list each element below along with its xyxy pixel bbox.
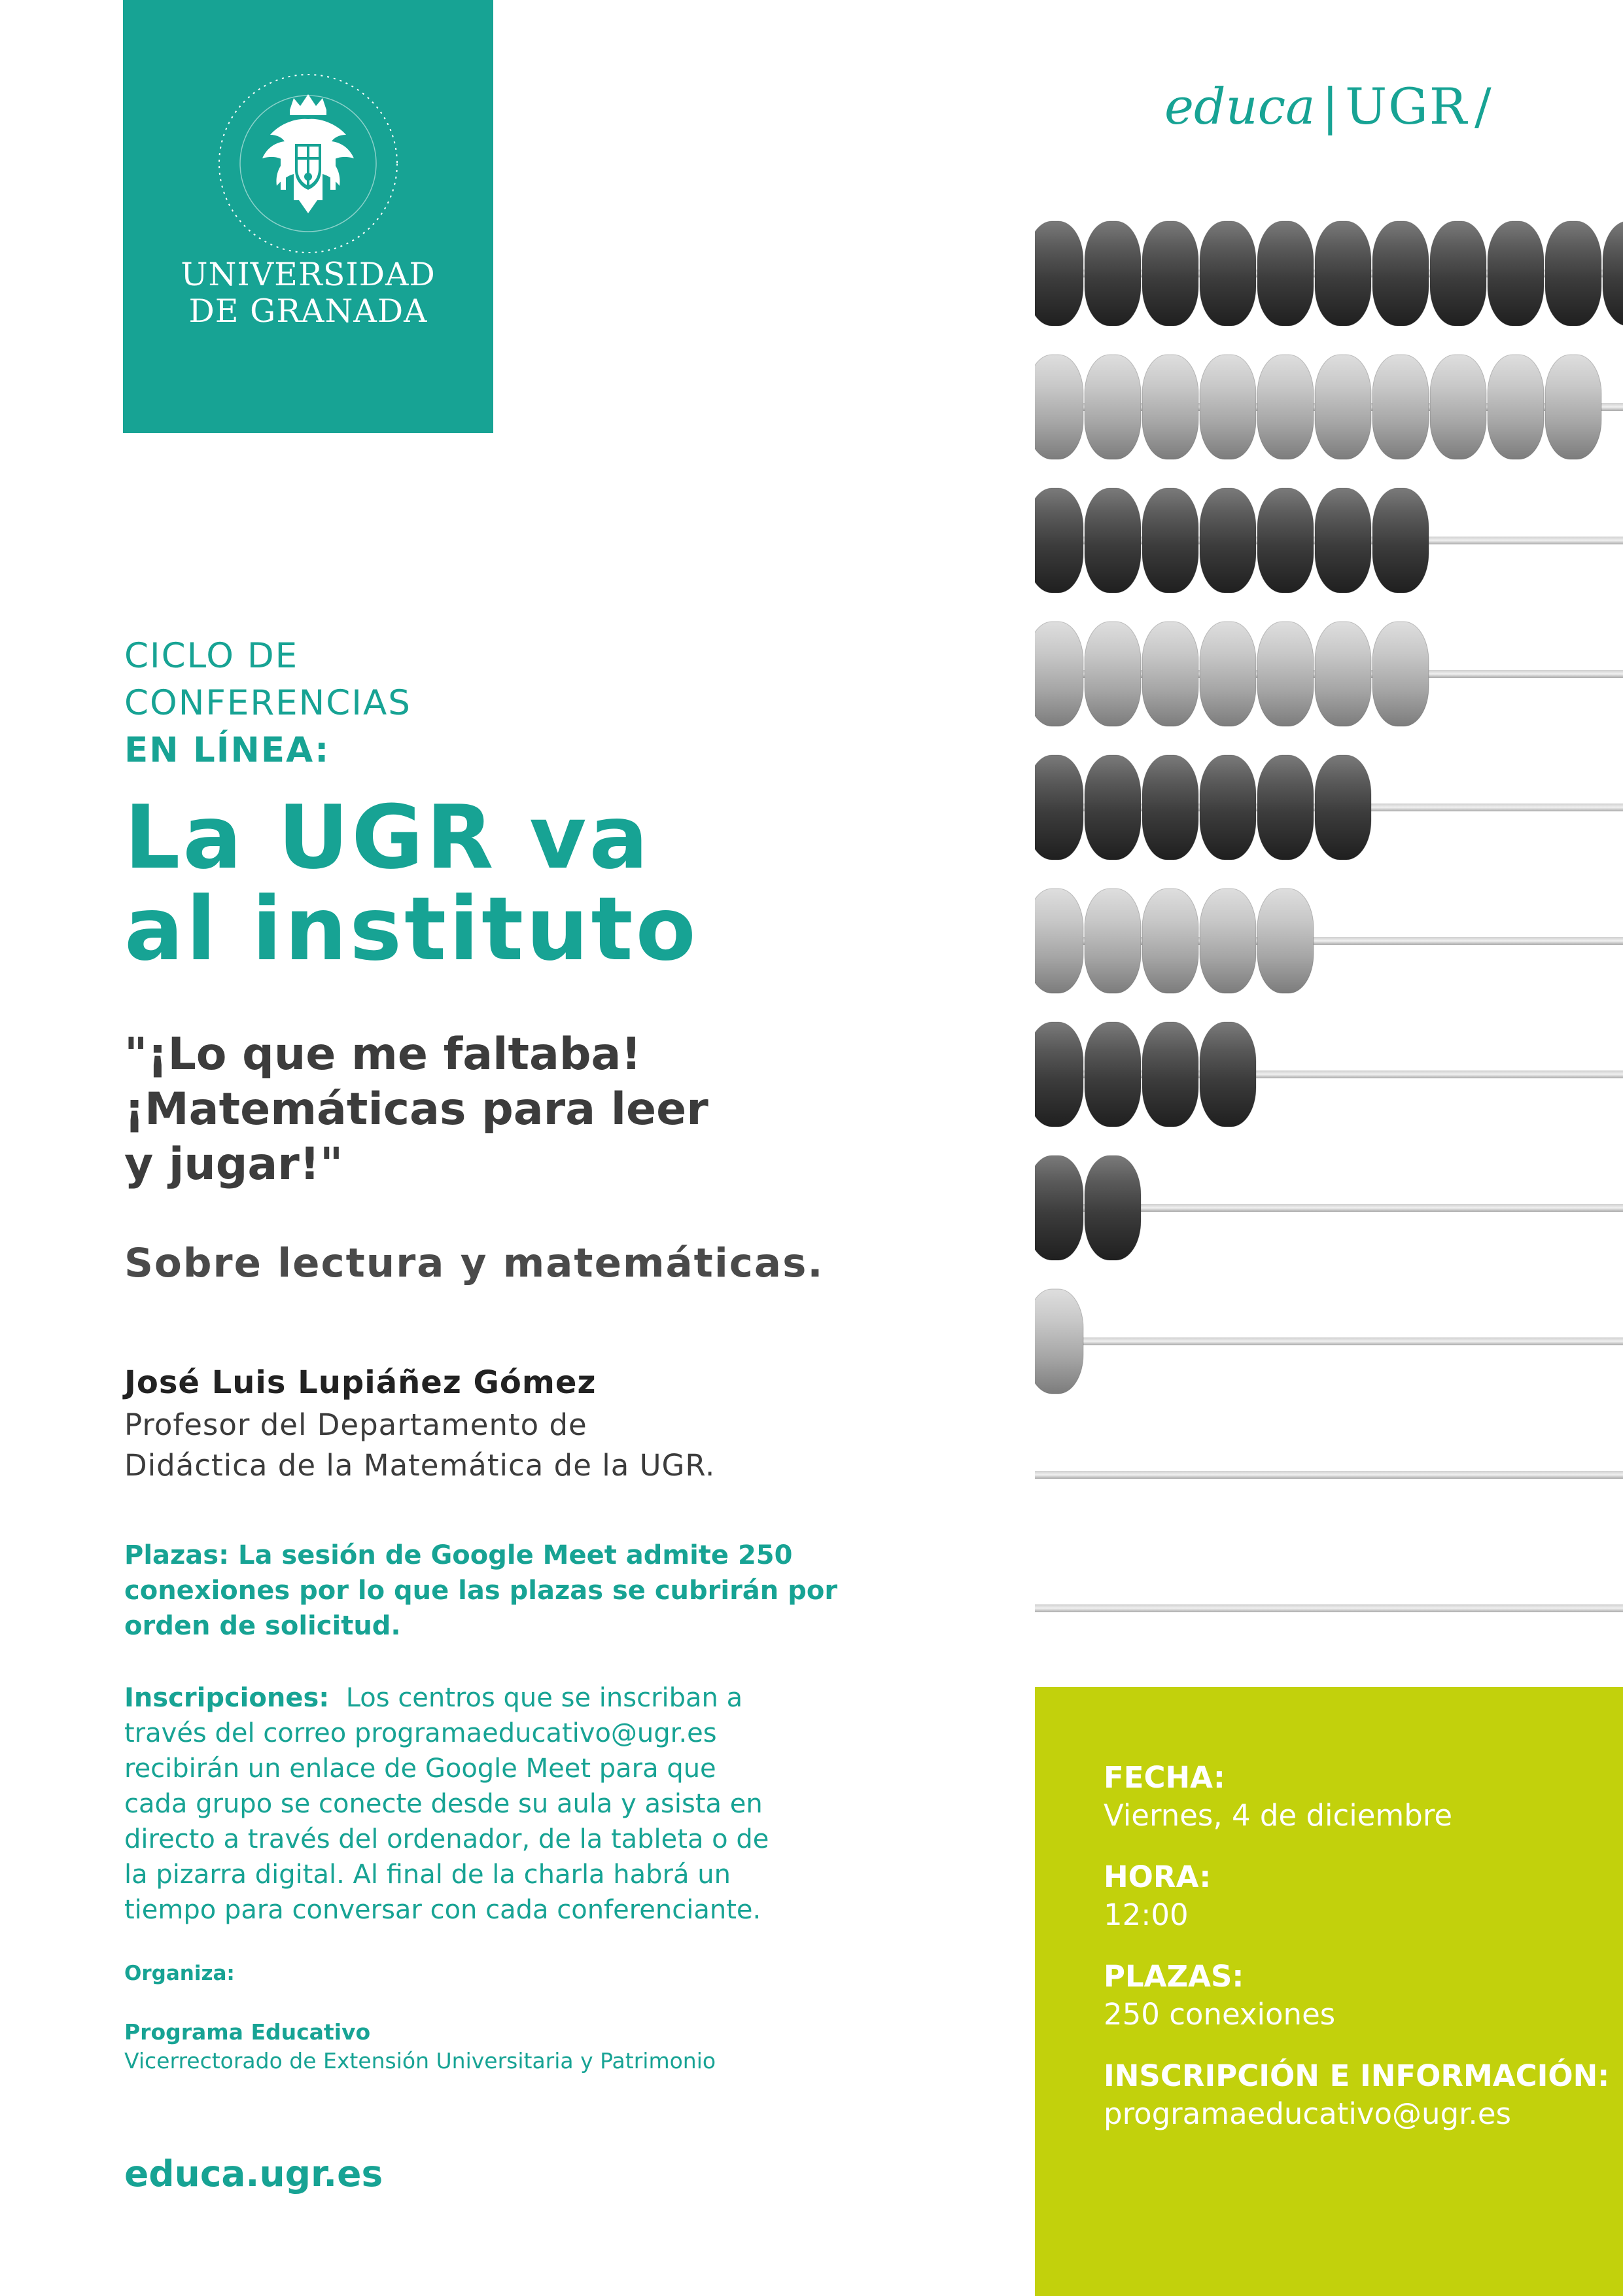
speaker-role — [124, 1405, 715, 1486]
abacus-bead — [1315, 221, 1371, 326]
abacus-bead — [1488, 355, 1544, 459]
abacus-rod — [1035, 1471, 1623, 1479]
brand-educa-text: educa — [1164, 77, 1316, 135]
abacus-bead — [1372, 355, 1429, 459]
abacus-bead — [1035, 1289, 1083, 1394]
abacus-bead — [1372, 622, 1429, 726]
fecha-value: Viernes, 4 de diciembre — [1104, 1798, 1453, 1833]
abacus-bead — [1200, 622, 1256, 726]
website-link[interactable]: educa.ugr.es — [124, 2153, 383, 2195]
organizer-name: Programa Educativo — [124, 2019, 371, 2045]
abacus-rod — [1035, 1604, 1623, 1612]
title-line-1: La UGR va — [124, 786, 651, 889]
inscripciones-line-6: la pizarra digital. Al final de la charla habrá un — [124, 1860, 731, 1890]
abacus-bead — [1372, 221, 1429, 326]
cycle-line-2: CONFERENCIAS — [124, 683, 411, 723]
abacus-bead — [1035, 755, 1083, 860]
abacus-bead — [1545, 355, 1601, 459]
abacus-bead — [1035, 221, 1083, 326]
speaker-role-line-2: Didáctica de la Matemática de la UGR. — [124, 1448, 716, 1483]
inscripciones-text — [124, 1680, 988, 1928]
inscripcion-email[interactable]: programaeducativo@ugr.es — [1104, 2096, 1511, 2131]
abacus-bead — [1142, 755, 1198, 860]
abacus-bead — [1200, 488, 1256, 593]
plazas-note-line-3: orden de solicitud. — [124, 1611, 401, 1641]
abacus-bead — [1257, 622, 1314, 726]
inscripciones-line-5: directo a través del ordenador, de la tableta o de — [124, 1824, 769, 1854]
abacus-bead — [1257, 889, 1314, 993]
talk-line-2: ¡Matemáticas para leer — [124, 1084, 708, 1135]
abacus-bead — [1372, 488, 1429, 593]
inscripciones-line-7: tiempo para conversar con cada conferenciante. — [124, 1895, 761, 1925]
plazas-note-line-2: conexiones por lo que las plazas se cubrirán por — [124, 1576, 838, 1606]
abacus-bead — [1200, 221, 1256, 326]
abacus-bead — [1315, 622, 1371, 726]
inscripciones-line-2: través del correo programaeducativo@ugr.es — [124, 1718, 717, 1748]
abacus-rows — [1035, 221, 1623, 1612]
cycle-line-1: CICLO DE — [124, 636, 299, 676]
fecha-group — [1104, 1759, 1609, 1835]
abacus-photo — [1035, 215, 1623, 1687]
hora-value: 12:00 — [1104, 1898, 1189, 1932]
fecha-label: FECHA: — [1104, 1760, 1225, 1795]
university-logo-block — [123, 0, 493, 433]
inscripcion-group — [1104, 2057, 1609, 2133]
abacus-bead — [1085, 355, 1141, 459]
abacus-bead — [1035, 622, 1083, 726]
organiza-label: Organiza: — [124, 1962, 235, 1985]
abacus-bead — [1200, 355, 1256, 459]
abacus-bead — [1085, 889, 1141, 993]
abacus-bead — [1035, 1156, 1083, 1260]
institution-name-line-1: UNIVERSIDAD — [181, 256, 436, 293]
brand-separator: | — [1321, 77, 1339, 135]
abacus-bead — [1257, 221, 1314, 326]
abacus-bead — [1200, 1022, 1256, 1127]
cycle-line-3: EN LÍNEA: — [124, 730, 330, 770]
abacus-bead — [1142, 221, 1198, 326]
abacus-bead — [1085, 1156, 1141, 1260]
speaker-role-line-1: Profesor del Departamento de — [124, 1407, 587, 1442]
abacus-bead — [1035, 355, 1083, 459]
inscripciones-label: Inscripciones: — [124, 1683, 330, 1713]
brand-ugr-text: UGR — [1345, 77, 1469, 135]
abacus-bead — [1035, 889, 1083, 993]
event-info-panel — [1035, 1687, 1623, 2296]
abacus-bead — [1315, 755, 1371, 860]
abacus-bead — [1142, 889, 1198, 993]
abacus-bead — [1085, 755, 1141, 860]
hora-group — [1104, 1858, 1609, 1934]
university-seal-icon — [217, 72, 400, 255]
brand-trailing-separator: / — [1475, 77, 1492, 135]
talk-line-3: y jugar!" — [124, 1139, 343, 1190]
abacus-bead — [1603, 221, 1623, 326]
plazas-value: 250 conexiones — [1104, 1997, 1336, 2032]
abacus-bead — [1315, 488, 1371, 593]
institution-name-line-2: DE GRANADA — [188, 292, 428, 330]
abacus-bead — [1085, 622, 1141, 726]
speaker-info — [124, 1364, 715, 1486]
abacus-bead — [1315, 355, 1371, 459]
abacus-bead — [1257, 755, 1314, 860]
abacus-bead — [1257, 488, 1314, 593]
abacus-bead — [1035, 488, 1083, 593]
abacus-bead — [1142, 1022, 1198, 1127]
plazas-label: PLAZAS: — [1104, 1959, 1244, 1994]
speaker-name: José Luis Lupiáñez Gómez — [124, 1364, 597, 1401]
abacus-bead — [1085, 1022, 1141, 1127]
talk-title — [124, 1027, 708, 1192]
inscripciones-line-1: Los centros que se inscriban a — [345, 1683, 743, 1713]
abacus-bead — [1085, 488, 1141, 593]
inscripciones-line-4: cada grupo se conecte desde su aula y asista en — [124, 1789, 763, 1819]
abacus-bead — [1488, 221, 1544, 326]
abacus-bead — [1085, 221, 1141, 326]
educa-ugr-brand — [1164, 77, 1498, 143]
plazas-note-line-1: Plazas: La sesión de Google Meet admite 250 — [124, 1540, 793, 1570]
inscripcion-label: INSCRIPCIÓN E INFORMACIÓN: — [1104, 2058, 1610, 2093]
abacus-bead — [1545, 221, 1601, 326]
inscripciones-line-3: recibirán un enlace de Google Meet para que — [124, 1754, 716, 1784]
abacus-bead — [1200, 889, 1256, 993]
talk-subtitle: Sobre lectura y matemáticas. — [124, 1240, 824, 1286]
abacus-rod — [1035, 1337, 1623, 1345]
abacus-bead — [1430, 221, 1486, 326]
abacus-bead — [1142, 488, 1198, 593]
abacus-bead — [1257, 355, 1314, 459]
talk-line-1: "¡Lo que me faltaba! — [124, 1029, 642, 1080]
organizer-department: Vicerrectorado de Extensión Universitaria y Patrimonio — [124, 2048, 716, 2074]
abacus-bead — [1142, 355, 1198, 459]
title-line-2: al instituto — [124, 878, 699, 980]
abacus-bead — [1430, 355, 1486, 459]
page-title — [124, 786, 699, 980]
institution-name — [123, 256, 493, 330]
abacus-bead — [1035, 1022, 1083, 1127]
plazas-note — [124, 1538, 988, 1644]
hora-label: HORA: — [1104, 1860, 1212, 1894]
cycle-heading — [124, 633, 411, 774]
abacus-bead — [1200, 755, 1256, 860]
organizer — [124, 2018, 716, 2075]
plazas-group — [1104, 1958, 1609, 2034]
abacus-bead — [1142, 622, 1198, 726]
